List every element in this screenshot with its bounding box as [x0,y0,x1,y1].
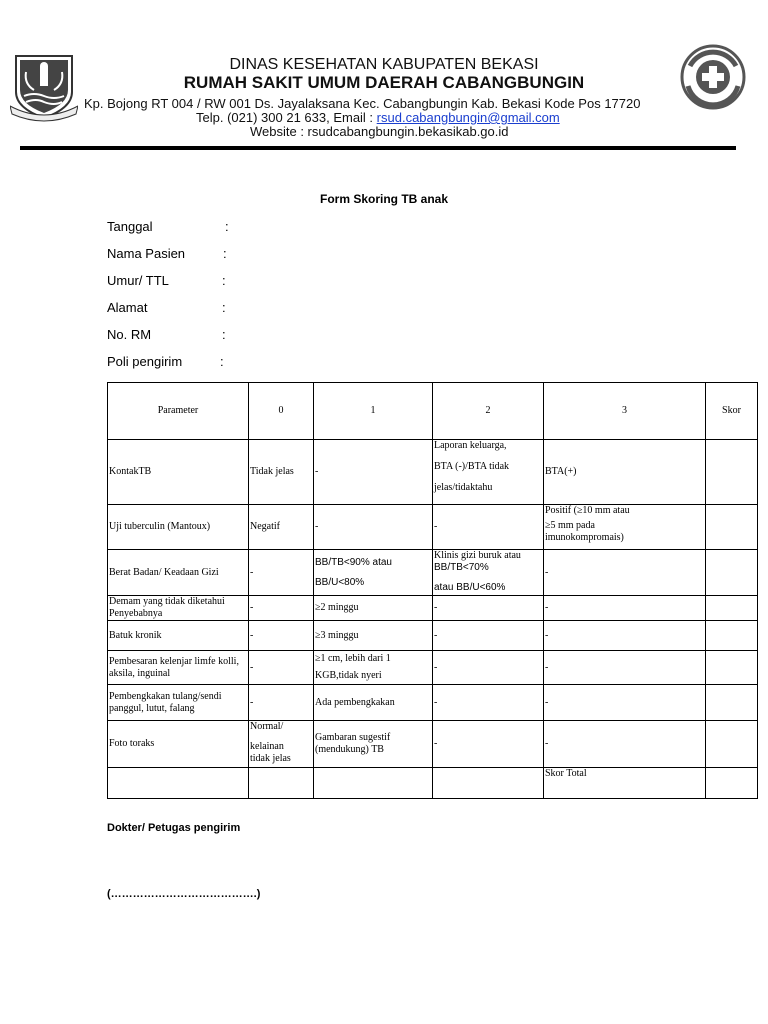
skor-cell[interactable] [706,440,758,505]
field-no-rm-label: No. RM [107,327,152,342]
param-cell: KontakTB [108,440,249,505]
skor-cell[interactable] [706,505,758,550]
score2-cell [433,440,544,505]
score0-cell: Tidak jelas [249,440,314,505]
table-row [108,651,758,685]
score0-cell: - [249,550,314,596]
cell-line: ≥5 mm pada [545,520,595,531]
skor-cell[interactable] [706,596,758,621]
cell-line: BB/TB<70% [434,562,489,573]
score2-cell: - [433,721,544,768]
score2-cell: - [433,505,544,550]
score3-cell: - [544,721,706,768]
cell-line: Klinis gizi buruk atau [434,550,521,561]
field-alamat-colon: : [222,300,226,315]
param-cell: Uji tuberculin (Mantoux) [108,505,249,550]
cell-line: tidak jelas [250,753,291,764]
score3-cell: BTA(+) [544,440,706,505]
signature-label: Dokter/ Petugas pengirim [107,822,241,834]
field-nama-pasien-label: Nama Pasien [107,246,186,261]
score3-cell: - [544,685,706,721]
total-label: Skor Total [544,768,706,799]
scoring-table [107,382,758,799]
empty-cell [314,768,433,799]
table-row [108,505,758,550]
score0-cell: Negatif [249,505,314,550]
cell-line: imunokompromais) [545,532,624,543]
param-cell: Berat Badan/ Keadaan Gizi [108,550,249,596]
param-cell: Batuk kronik [108,621,249,651]
cell-line: BB/U<80% [315,576,365,588]
header-parameter: Parameter [108,383,249,440]
score2-cell: - [433,685,544,721]
field-no-rm-colon: : [222,327,226,342]
skor-cell[interactable] [706,721,758,768]
skor-cell[interactable] [706,550,758,596]
field-tanggal-label: Tanggal [107,219,153,234]
score0-cell [249,721,314,768]
hospital-website: Website : rsudcabangbungin.bekasikab.go.id [250,124,509,139]
cell-line: KGB,tidak nyeri [315,670,382,681]
skor-cell[interactable] [706,621,758,651]
agency-name: DINAS KESEHATAN KABUPATEN BEKASI [229,56,539,73]
empty-cell [108,768,249,799]
empty-cell [433,768,544,799]
score3-cell: - [544,651,706,685]
cell-line: BTA (-)/BTA tidak [434,461,510,472]
score0-cell: - [249,596,314,621]
cell-line: Normal/ [250,721,284,732]
score0-cell: - [249,685,314,721]
skor-cell[interactable] [706,651,758,685]
param-cell: Pembengkakan tulang/sendi panggul, lutut, falang [108,685,249,721]
cell-line: kelainan [250,741,284,752]
cell-line: atau BB/U<60% [434,582,506,593]
param-cell: Pembesaran kelenjar limfe kolli, aksila, inguinal [108,651,249,685]
header-score-0: 0 [249,383,314,440]
header-divider [20,146,736,150]
table-row [108,621,758,651]
total-skor-cell[interactable] [706,768,758,799]
field-tanggal-colon: : [225,219,229,234]
table-header-row [108,383,758,440]
score3-cell [544,505,706,550]
signature-line: (………………………………….) [107,888,261,900]
header-score-2: 2 [433,383,544,440]
empty-cell [249,768,314,799]
cell-line: Laporan keluarga, [434,440,507,451]
score1-cell: Gambaran sugestif (mendukung) TB [314,721,433,768]
header-score-1: 1 [314,383,433,440]
score1-cell [314,550,433,596]
table-row [108,721,758,768]
form-title: Form Skoring TB anak [319,192,449,206]
param-cell: Foto toraks [108,721,249,768]
score2-cell: - [433,651,544,685]
hospital-contact [196,110,560,125]
header-skor: Skor [706,383,758,440]
score3-cell: - [544,550,706,596]
score1-cell: ≥3 minggu [314,621,433,651]
score3-cell: - [544,596,706,621]
field-poli-label: Poli pengirim [107,354,183,369]
hospital-address: Kp. Bojong RT 004 / RW 001 Ds. Jayalaksana Kec. Cabangbungin Kab. Bekasi Kode Pos 17720 [84,96,641,111]
field-umur-label: Umur/ TTL [107,273,169,288]
email-link[interactable]: rsud.cabangbungin@gmail.com [376,110,560,125]
score0-cell: - [249,621,314,651]
field-poli-colon: : [220,354,224,369]
table-total-row [108,768,758,799]
cell-line: Positif (≥10 mm atau [545,505,630,516]
score2-cell: - [433,621,544,651]
score1-cell: - [314,440,433,505]
field-nama-pasien-colon: : [223,246,227,261]
cell-line: BB/TB<90% atau [315,556,392,568]
cell-line: ≥1 cm, lebih dari 1 [315,653,391,664]
phone-text: Telp. (021) 300 21 633, Email : [196,110,377,125]
header-score-3: 3 [544,383,706,440]
score2-cell: - [433,596,544,621]
field-alamat-label: Alamat [107,300,148,315]
score0-cell: - [249,651,314,685]
cell-line: jelas/tidaktahu [434,482,493,493]
score1-cell: ≥2 minggu [314,596,433,621]
table-row [108,685,758,721]
skor-cell[interactable] [706,685,758,721]
hospital-name: RUMAH SAKIT UMUM DAERAH CABANGBUNGIN [183,73,585,92]
score1-cell: Ada pembengkakan [314,685,433,721]
score1-cell [314,651,433,685]
field-umur-colon: : [222,273,226,288]
table-row [108,550,758,596]
table-row [108,440,758,505]
score2-cell [433,550,544,596]
score3-cell: - [544,621,706,651]
score1-cell: - [314,505,433,550]
table-row [108,596,758,621]
param-cell: Demam yang tidak diketahui Penyebabnya [108,596,249,621]
